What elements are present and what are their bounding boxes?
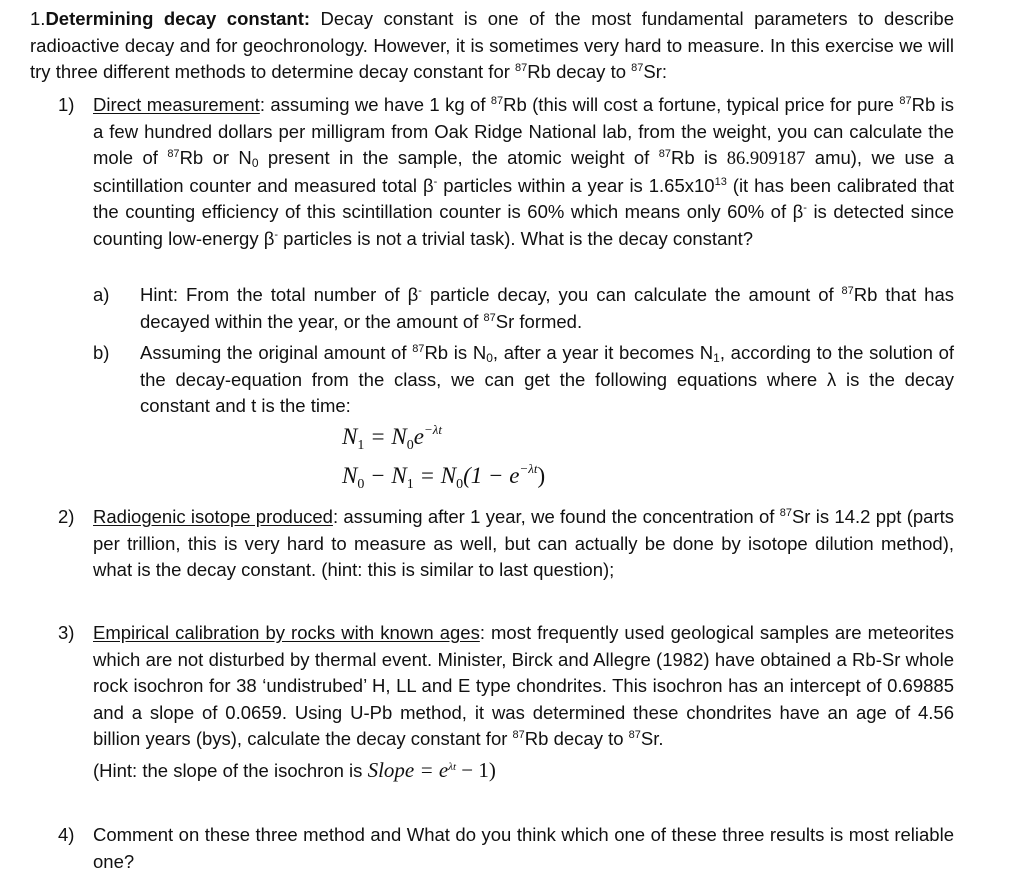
equation-decayed-amount: $N_0 - N_1 = N_0(1 - e^{-\lambda t})$ — [342, 461, 546, 492]
q1-number: 1) — [58, 94, 75, 115]
q3-hint: (Hint: the slope of the isochron is Slope = $e^{\lambda t} - 1$) — [93, 758, 496, 782]
q1b-label: b) — [93, 342, 110, 363]
q1b-paragraph: Assuming the original amount of $^{87}$Rb is $N_0$, after a year it becomes $N_1$, according to the solution of the decay-equation from the class, we can get the following equations where λ is the decay constant and t is the time: — [140, 342, 954, 416]
q1-title: Direct measurement — [93, 94, 260, 115]
slope-equation: Slope — [367, 758, 415, 782]
intro-number: 1. — [30, 8, 46, 29]
q1a-label: a) — [93, 284, 110, 305]
q3-number: 3) — [58, 622, 75, 643]
atomic-weight: 86.909187 — [726, 149, 806, 169]
q4-number: 4) — [58, 824, 75, 845]
q2-number: 2) — [58, 506, 75, 527]
intro-paragraph: 1.Determining decay constant: Decay constant is one of the most fundamental parameters to describe radioactive decay and for geochronology. However, it is sometimes very hard to measure. In this exercise we will try three different methods to determine decay constant for $^{87}$Rb decay to $^{87}$Sr: — [30, 8, 954, 82]
q1-paragraph: Direct measurement: assuming we have 1 kg of $^{87}$Rb (this will cost a fortune, typical price for pure $^{87}$Rb is a few hundred dollars per milligram from Oak Ridge National lab, from the weight, you can calculate the mole of $^{87}$Rb or $N_0$ present in the sample, the atomic weight of $^{87}$Rb is 86.909187 amu), we use a scintillation counter and measured total β- particles within a year is $1.65x10^{13}$ (it has been calibrated that the counting efficiency of this scintillation counter is 60% which means only 60% of β- is detected since counting low-energy β- particles is not a trivial task). What is the decay constant? — [93, 94, 955, 249]
q4-paragraph: Comment on these three method and What do you think which one of these three results is most reliable one? — [93, 824, 954, 872]
q2-paragraph: Radiogenic isotope produced: assuming after 1 year, we found the concentration of $^{87}$Sr is 14.2 ppt (parts per trillion, this is very hard to measure as well, but can actually be done by isotope dilution method), what is the decay constant. (hint: this is similar to last question); — [93, 506, 954, 580]
q3-title: Empirical calibration by rocks with known ages — [93, 622, 480, 643]
intro-heading: Determining decay constant: — [45, 8, 311, 29]
q1a-paragraph: Hint: From the total number of β- particle decay, you can calculate the amount of $^{87}$Rb that has decayed within the year, or the amount of $^{87}$Sr formed. — [140, 284, 954, 332]
q2-title: Radiogenic isotope produced — [93, 506, 333, 527]
equation-decay: $N_1 = N_0e^{-\lambda t}$ — [342, 422, 442, 453]
q3-paragraph: Empirical calibration by rocks with known ages: most frequently used geological samples are meteorites which are not disturbed by thermal event. Minister, Birck and Allegre (1982) have obtained a Rb-Sr whole rock isochron for 38 ‘undistrubed’ H, LL and E type chondrites. This isochron has an intercept of 0.69885 and a slope of 0.0659. Using U-Pb method, it was determined these chondrites have an age of 4.56 billion years (bys), calculate the decay constant for $^{87}$Rb decay to $^{87}$Sr. — [93, 622, 954, 749]
